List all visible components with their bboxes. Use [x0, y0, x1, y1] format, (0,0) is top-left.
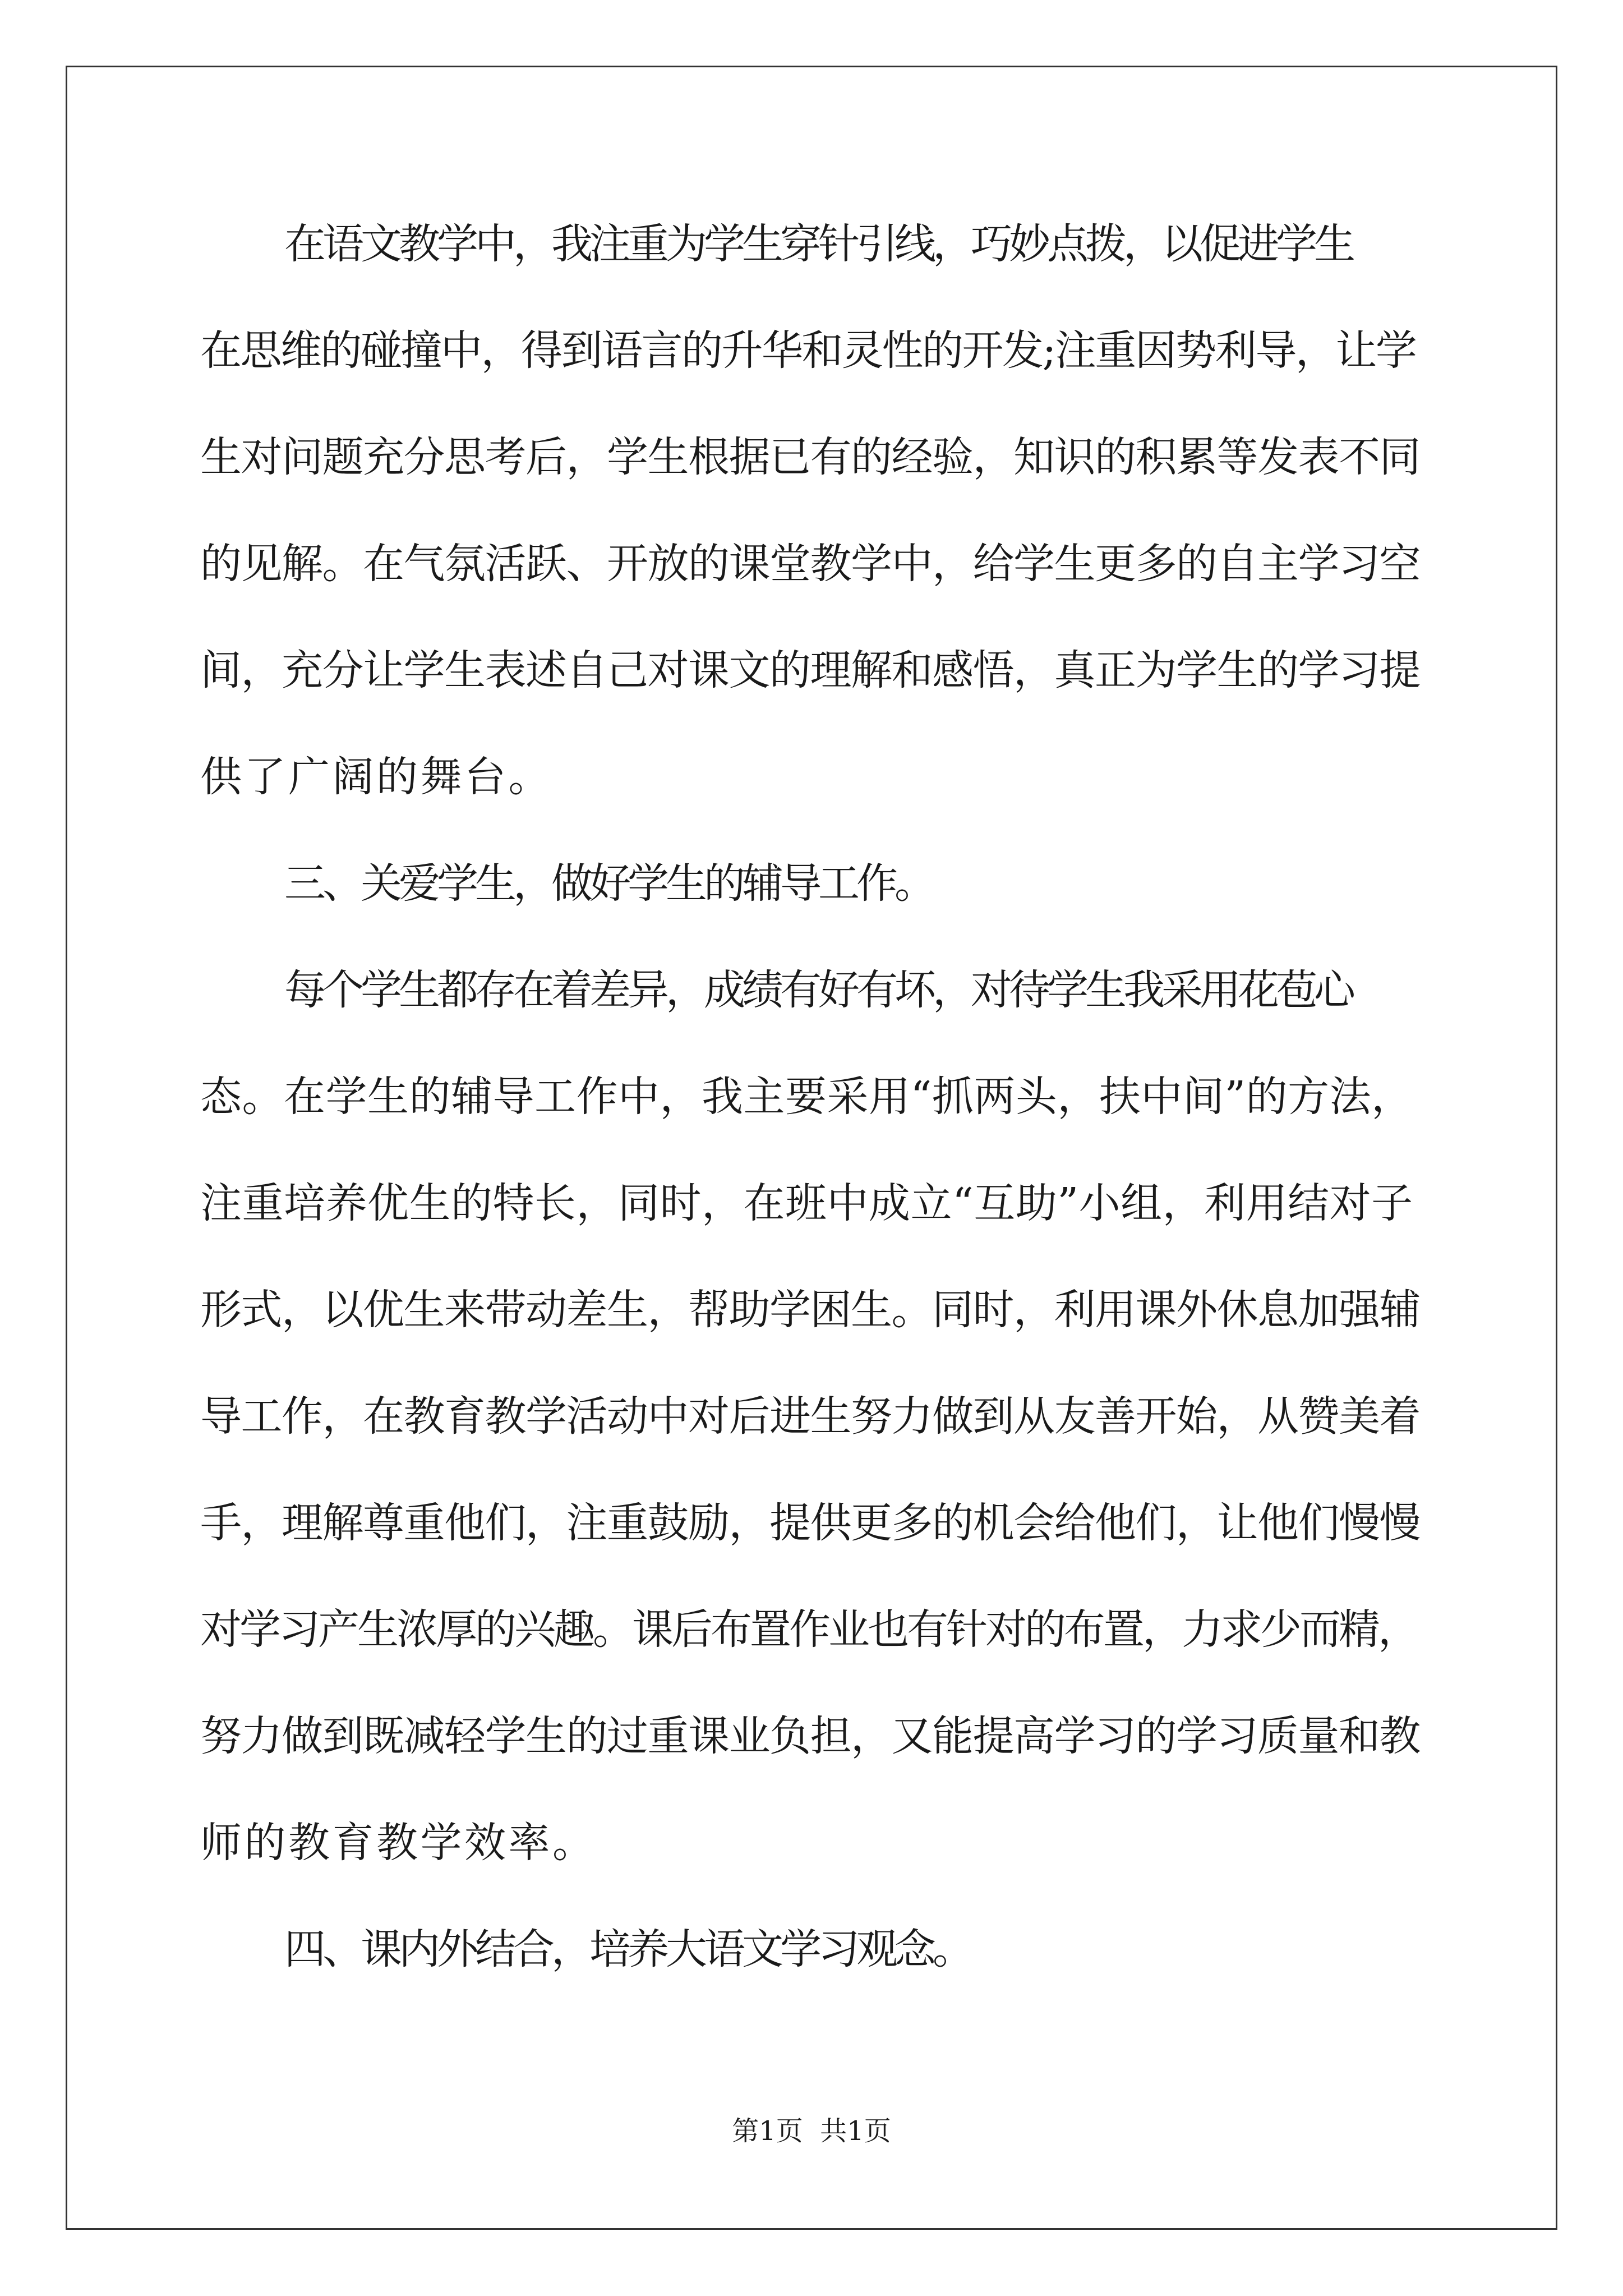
text-line: 对学习产生浓厚的兴趣。课后布置作业也有针对的布置，力求少而精，: [200, 1605, 1417, 1654]
page-footer: 第1页 共1页: [732, 2115, 891, 2147]
text-line: 四、课内外结合，培养大语文学习观念。: [284, 1925, 971, 1973]
text-line: 手，理解尊重他们，注重鼓励，提供更多的机会给他们，让他们慢慢: [200, 1499, 1420, 1547]
text-line: 的见解。在气氛活跃、开放的课堂教学中，给学生更多的自主学习空: [200, 540, 1420, 588]
text-line: 在语文教学中，我注重为学生穿针引线，巧妙点拨，以促进学生: [284, 220, 1352, 268]
text-line: 生对问题充分思考后，学生根据已有的经验，知识的积累等发表不同: [200, 433, 1420, 481]
text-line: 努力做到既减轻学生的过重课业负担，又能提高学习的学习质量和教: [200, 1712, 1420, 1760]
document-body: [200, 220, 1420, 2035]
text-line: 每个学生都存在着差异，成绩有好有坏，对待学生我采用花苞心: [284, 966, 1352, 1014]
text-line: 注重培养优生的特长，同时，在班中成立“互助”小组，利用结对子: [200, 1179, 1413, 1227]
text-line: 在思维的碰撞中，得到语言的升华和灵性的开发;注重因势利导，让学: [200, 326, 1416, 375]
text-line: 三、关爱学生，做好学生的辅导工作。: [284, 859, 933, 908]
text-line: 形式，以优生来带动差生，帮助学困生。同时，利用课外休息加强辅: [200, 1286, 1420, 1334]
text-line: 导工作，在教育教学活动中对后进生努力做到从友善开始，从赞美着: [200, 1392, 1420, 1441]
text-line: 间，充分让学生表述自己对课文的理解和感悟，真正为学生的学习提: [200, 646, 1420, 694]
text-line: 供了广阔的舞台。: [200, 753, 552, 801]
text-line: 态。在学生的辅导工作中，我主要采用“抓两头，扶中间”的方法，: [200, 1073, 1413, 1121]
text-line: 师的教育教学效率。: [200, 1819, 597, 1867]
